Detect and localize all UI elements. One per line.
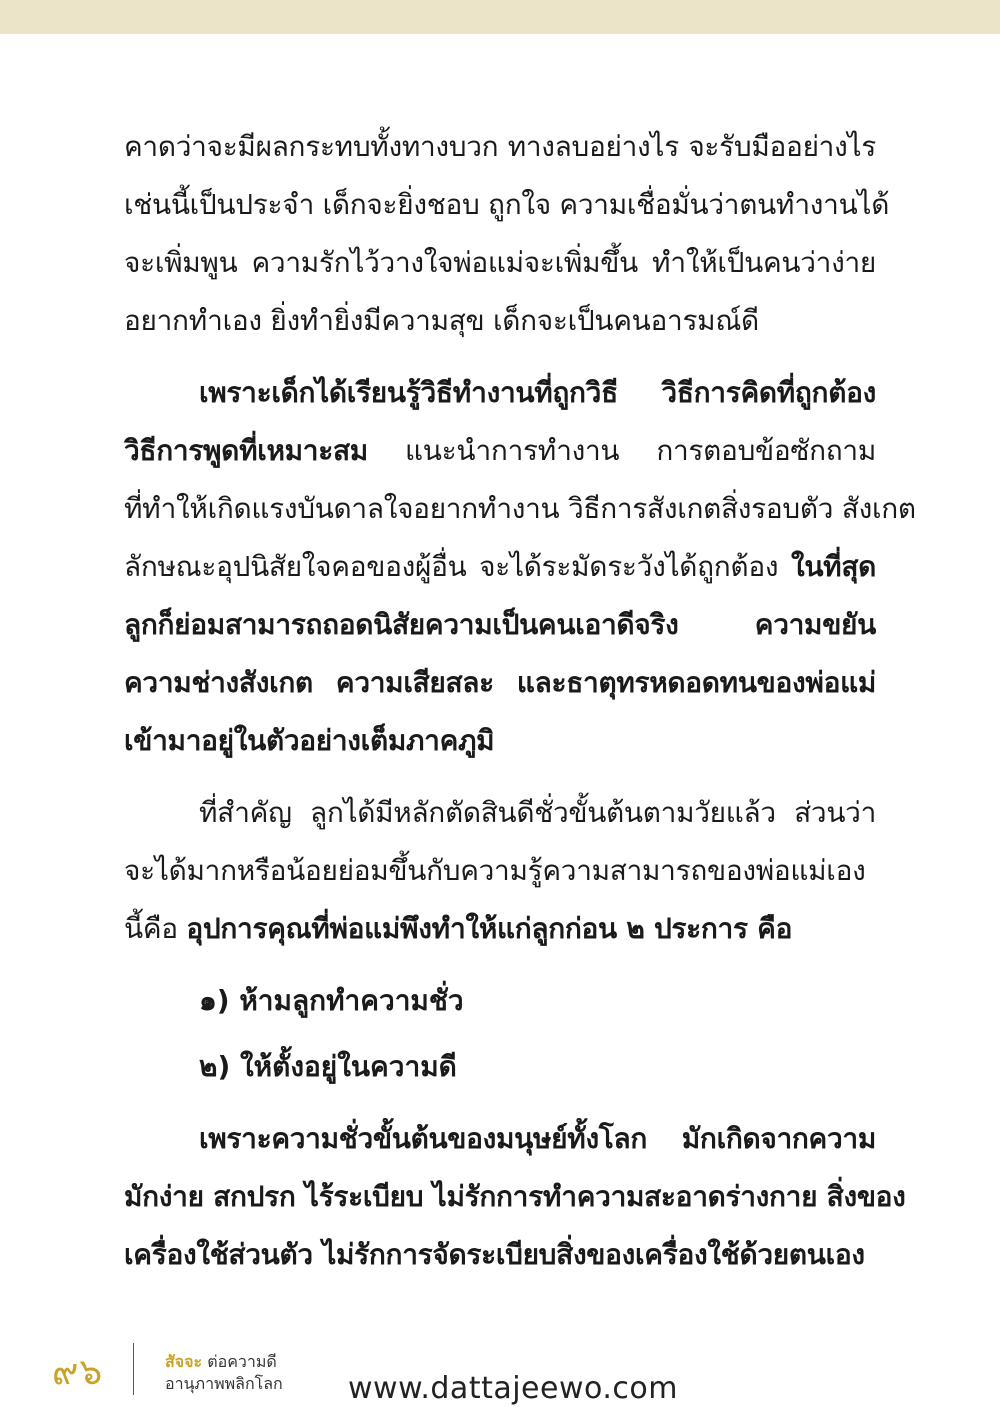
body-text: ลักษณะอุปนิสัยใจคอของผู้อื่น จะได้ระมัดระวังได้ถูกต้อง [124, 550, 791, 583]
book-subtitle: อานุภาพพลิกโลก [165, 1374, 283, 1393]
text-line [124, 234, 876, 292]
book-title-highlight: สัจจะ [165, 1352, 203, 1371]
text-line [124, 1110, 876, 1168]
page-body [124, 118, 916, 1284]
body-text: ที่สำคัญ ลูกได้มีหลักตัดสินดีชั่วขั้นต้นตามวัยแล้ว ส่วนว่า [199, 796, 876, 829]
text-line [124, 118, 876, 176]
bold-text: ลูกก็ย่อมสามารถถอดนิสัยความเป็นคนเอาดีจริง ความขยัน [124, 608, 876, 641]
text-line [124, 900, 876, 958]
numbered-list [124, 972, 876, 1096]
page-number: ๙๖ [52, 1352, 104, 1393]
footer-divider [133, 1343, 134, 1395]
text-line [124, 364, 876, 422]
text-line [124, 712, 876, 770]
text-line [124, 176, 890, 234]
body-text: จะเพิ่มพูน ความรักไว้วางใจพ่อแม่จะเพิ่มขึ้น ทำให้เป็นคนว่าง่าย [124, 246, 876, 279]
text-line [124, 1168, 906, 1226]
bold-text: เพราะความชั่วขั้นต้นของมนุษย์ทั้งโลก มักเกิดจากความ [199, 1122, 876, 1155]
paragraph [124, 118, 890, 350]
bold-text: เข้ามาอยู่ในตัวอย่างเต็มภาคภูมิ [124, 724, 495, 757]
bold-text: มักง่าย สกปรก ไร้ระเบียบ ไม่รักการทำความสะอาดร่างกาย สิ่งของ [124, 1180, 906, 1213]
body-text: อยากทำเอง ยิ่งทำยิ่งมีความสุข เด็กจะเป็นคนอารมณ์ดี [124, 304, 759, 337]
closing-paragraph [124, 1110, 906, 1284]
text-line [124, 422, 876, 480]
paragraph [124, 784, 876, 958]
body-text: ที่ทำให้เกิดแรงบันดาลใจอยากทำงาน วิธีการสังเกตสิ่งรอบตัว สังเกต [124, 492, 916, 525]
text-line [124, 480, 916, 538]
body-text: เช่นนี้เป็นประจำ เด็กจะยิ่งชอบ ถูกใจ ความเชื่อมั่นว่าตนทำงานได้ [124, 188, 890, 221]
text-line [124, 654, 876, 712]
book-title-rest: ต่อความดี [202, 1352, 277, 1371]
body-text: คาดว่าจะมีผลกระทบทั้งทางบวก ทางลบอย่างไร จะรับมืออย่างไร [124, 130, 876, 163]
book-title [165, 1351, 283, 1373]
text-line [124, 784, 876, 842]
paragraph [124, 364, 916, 770]
body-text: แนะนำการทำงาน การตอบข้อซักถาม [367, 434, 876, 467]
text-line [124, 1226, 876, 1284]
page-footer [0, 1325, 1000, 1420]
body-text: จะได้มากหรือน้อยย่อมขึ้นกับความรู้ความสามารถของพ่อแม่เอง [124, 854, 866, 887]
bold-text: ความช่างสังเกต ความเสียสละ และธาตุทรหดอดทนของพ่อแม่ [124, 666, 876, 699]
bold-text: เครื่องใช้ส่วนตัว ไม่รักการจัดระเบียบสิ่งของเครื่องใช้ด้วยตนเอง [124, 1238, 865, 1271]
bold-text: ในที่สุด [790, 550, 876, 583]
book-title-block [165, 1351, 283, 1395]
bold-text: เพราะเด็กได้เรียนรู้วิธีทำงานที่ถูกวิธี วิธีการคิดที่ถูกต้อง [199, 376, 876, 409]
text-line [124, 596, 876, 654]
body-text: นี้คือ [124, 912, 187, 945]
bold-text: วิธีการพูดที่เหมาะสม [124, 434, 368, 467]
text-line [124, 842, 876, 900]
bold-text: อุปการคุณที่พ่อแม่พึงทำให้แก่ลูกก่อน ๒ ประการ คือ [186, 912, 793, 945]
text-line [124, 292, 876, 350]
list-item: ๒) ให้ตั้งอยู่ในความดี [199, 1050, 457, 1083]
website-url: www.dattajeewo.com [348, 1371, 678, 1406]
text-line [124, 538, 876, 596]
list-item: ๑) ห้ามลูกทำความชั่ว [199, 984, 464, 1017]
top-decorative-band [0, 0, 1000, 34]
